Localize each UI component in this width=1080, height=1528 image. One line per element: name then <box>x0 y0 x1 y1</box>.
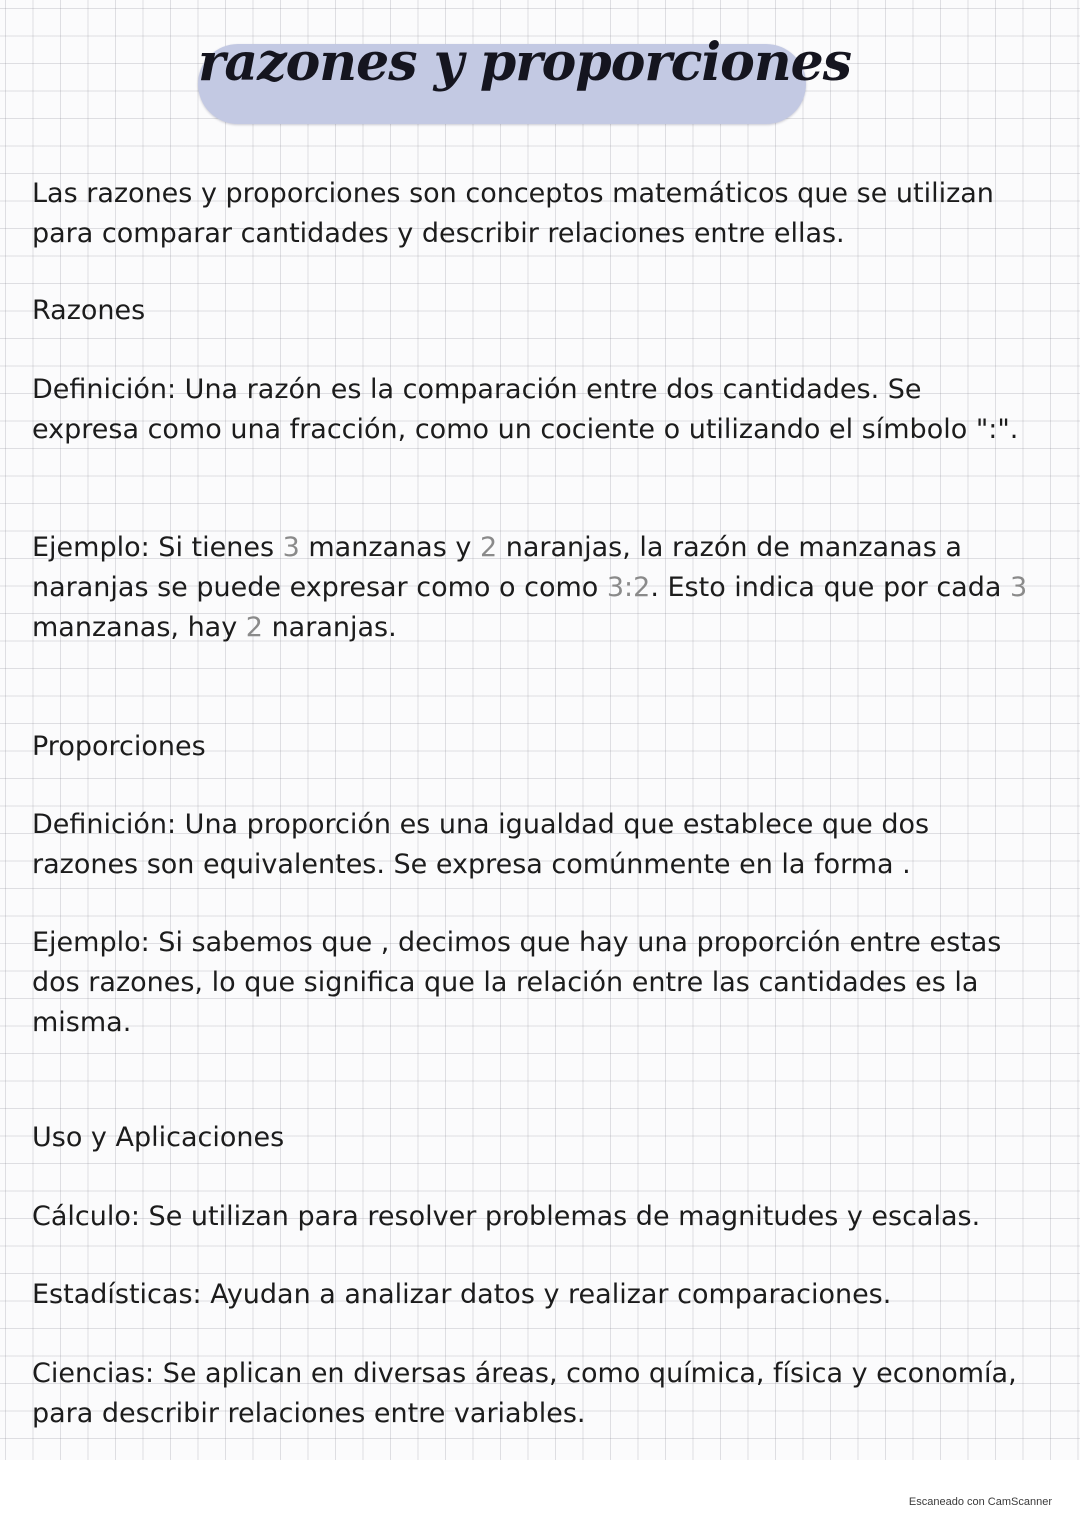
uso-estadisticas: Estadísticas: Ayudan a analizar datos y realizar comparaciones. <box>32 1279 892 1310</box>
example-text: . Esto indica que por cada <box>650 572 1010 603</box>
example-number: 3 <box>282 532 300 563</box>
razones-example <box>32 528 1032 648</box>
example-text: manzanas y <box>299 532 480 563</box>
section-heading-usos: Uso y Aplicaciones <box>32 1122 285 1153</box>
uso-calculo: Cálculo: Se utilizan para resolver problemas de magnitudes y escalas. <box>32 1201 981 1232</box>
example-number: 3 <box>1009 572 1028 603</box>
intro-paragraph: Las razones y proporciones son conceptos matemáticos que se utilizan para comparar cantidades y describir relaciones entre ellas. <box>32 178 994 249</box>
razones-definition: Definición: Una razón es la comparación entre dos cantidades. Se expresa como una fracción, como un cociente o utilizando el símbolo ":". <box>32 374 1019 445</box>
example-ratio: 3:2 <box>606 572 651 603</box>
proporciones-example: Ejemplo: Si sabemos que , decimos que hay una proporción entre estas dos razones, lo que significa que la relación entre las cantidades es la misma. <box>32 927 1002 1038</box>
example-text: naranjas. <box>262 612 397 643</box>
proporciones-definition: Definición: Una proporción es una igualdad que establece que dos razones son equivalentes. Se expresa comúnmente en la forma . <box>32 809 930 880</box>
page-title: razones y proporciones <box>198 32 852 93</box>
example-text: naranjas, la razón de manzanas a naranjas se puede expresar como o como <box>32 532 962 603</box>
scanner-watermark: Escaneado con CamScanner <box>908 1496 1052 1508</box>
section-heading-proporciones: Proporciones <box>32 731 206 762</box>
uso-ciencias: Ciencias: Se aplican en diversas áreas, como química, física y economía, para describir relaciones entre variables. <box>32 1358 1017 1429</box>
section-heading-razones: Razones <box>32 295 146 326</box>
example-text: manzanas, hay <box>32 612 246 643</box>
example-text: Ejemplo: Si tienes <box>32 532 283 563</box>
example-number: 2 <box>479 532 498 563</box>
example-number: 2 <box>245 612 263 643</box>
